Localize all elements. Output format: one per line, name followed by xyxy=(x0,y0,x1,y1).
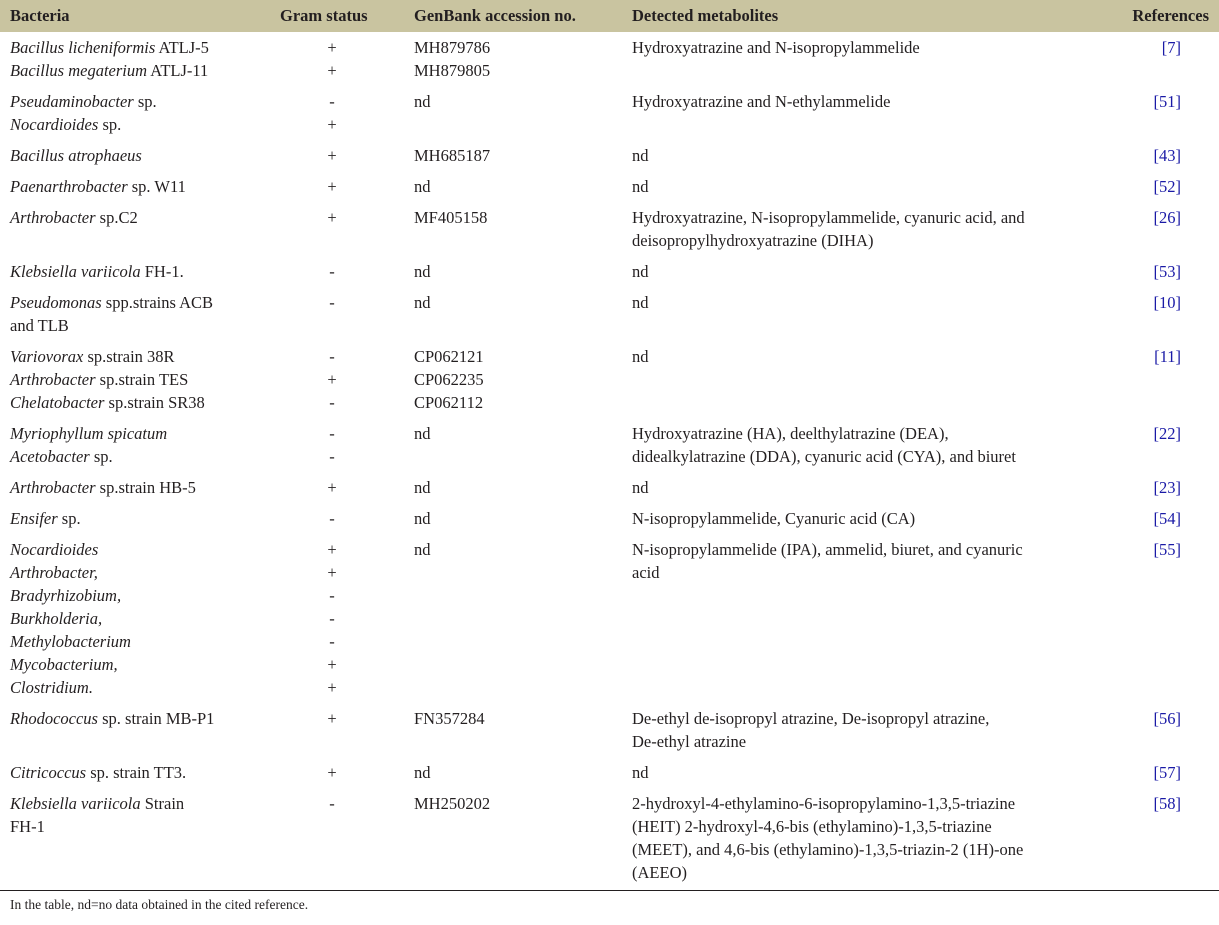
gram-value: - xyxy=(329,586,335,605)
gram-value: - xyxy=(329,794,335,813)
cell-gram-status xyxy=(270,534,404,703)
genbank-accession: FN357284 xyxy=(414,709,485,728)
cell-bacteria xyxy=(0,202,270,256)
gram-value: + xyxy=(327,208,337,227)
bacteria-name xyxy=(10,260,270,283)
bacteria-strain: sp.strain SR38 xyxy=(104,393,205,412)
cell-genbank xyxy=(404,341,622,418)
cell-gram-status xyxy=(270,703,404,757)
cell-metabolites xyxy=(622,788,1092,888)
cell-gram-status xyxy=(270,140,404,171)
metabolite-line: Hydroxyatrazine and N-ethylammelide xyxy=(632,92,891,111)
metabolite-line: nd xyxy=(632,146,649,165)
cell-metabolites xyxy=(622,202,1092,256)
cell-metabolites xyxy=(622,171,1092,202)
metabolite-line: Hydroxyatrazine and N-isopropylammelide xyxy=(632,38,920,57)
table-row xyxy=(0,341,1219,418)
reference-link[interactable]: [52] xyxy=(1153,177,1181,196)
bacteria-name xyxy=(10,175,270,198)
bacteria-genus: Bacillus licheniformis xyxy=(10,38,156,57)
reference-link[interactable]: [53] xyxy=(1153,262,1181,281)
cell-metabolites xyxy=(622,503,1092,534)
gram-value: - xyxy=(329,293,335,312)
table-row xyxy=(0,472,1219,503)
metabolite-line: De-ethyl de-isopropyl atrazine, De-isopropyl atrazine, xyxy=(632,709,990,728)
bacteria-name xyxy=(10,538,270,561)
genbank-accession: nd xyxy=(414,763,431,782)
bacteria-strain: FH-1. xyxy=(140,262,184,281)
metabolite-line: acid xyxy=(632,563,660,582)
bacteria-genus: Arthrobacter xyxy=(10,478,96,497)
table-row xyxy=(0,788,1219,888)
cell-reference xyxy=(1092,341,1219,418)
table-row xyxy=(0,757,1219,788)
reference-link[interactable]: [23] xyxy=(1153,478,1181,497)
cell-gram-status xyxy=(270,171,404,202)
cell-bacteria xyxy=(0,32,270,86)
gram-value: - xyxy=(329,393,335,412)
bacteria-name xyxy=(10,391,270,414)
reference-link[interactable]: [57] xyxy=(1153,763,1181,782)
cell-reference xyxy=(1092,287,1219,341)
bacteria-strain: sp. xyxy=(89,447,113,466)
bacteria-strain: Strain xyxy=(140,794,185,813)
bacteria-genus: Arthrobacter xyxy=(10,208,96,227)
genbank-accession: nd xyxy=(414,92,431,111)
cell-reference xyxy=(1092,418,1219,472)
cell-metabolites xyxy=(622,703,1092,757)
cell-bacteria xyxy=(0,788,270,888)
genbank-accession: nd xyxy=(414,293,431,312)
gram-value: + xyxy=(327,655,337,674)
bacteria-genus: Burkholderia, xyxy=(10,609,103,628)
table-row xyxy=(0,32,1219,86)
cell-genbank xyxy=(404,418,622,472)
bacteria-strain: sp. xyxy=(98,115,122,134)
gram-value: - xyxy=(329,609,335,628)
bacteria-name xyxy=(10,561,270,584)
cell-genbank xyxy=(404,534,622,703)
cell-bacteria xyxy=(0,472,270,503)
table-row xyxy=(0,202,1219,256)
bacteria-name xyxy=(10,59,270,82)
bacteria-name xyxy=(10,761,270,784)
bacteria-name xyxy=(10,653,270,676)
cell-metabolites xyxy=(622,287,1092,341)
genbank-accession: nd xyxy=(414,262,431,281)
cell-gram-status xyxy=(270,341,404,418)
bacteria-genus: Acetobacter xyxy=(10,447,90,466)
bacteria-genus: Klebsiella variicola xyxy=(10,262,141,281)
bacteria-name xyxy=(10,345,270,368)
cell-metabolites xyxy=(622,757,1092,788)
cell-metabolites xyxy=(622,140,1092,171)
bacteria-genus: Bradyrhizobium, xyxy=(10,586,122,605)
cell-gram-status xyxy=(270,287,404,341)
table-row xyxy=(0,86,1219,140)
bacteria-name xyxy=(10,206,270,229)
gram-value: + xyxy=(327,38,337,57)
metabolite-line: nd xyxy=(632,478,649,497)
gram-value: + xyxy=(327,115,337,134)
bacteria-name xyxy=(10,90,270,113)
genbank-accession: MH250202 xyxy=(414,794,491,813)
reference-link[interactable]: [43] xyxy=(1153,146,1181,165)
gram-value: - xyxy=(329,262,335,281)
cell-bacteria xyxy=(0,171,270,202)
reference-link[interactable]: [51] xyxy=(1153,92,1181,111)
bacteria-genus: Chelatobacter xyxy=(10,393,105,412)
bacteria-strain: sp. strain TT3. xyxy=(86,763,187,782)
bacteria-genus: Myriophyllum spicatum xyxy=(10,424,168,443)
cell-gram-status xyxy=(270,86,404,140)
cell-genbank xyxy=(404,256,622,287)
table-header-row xyxy=(0,0,1219,32)
reference-link[interactable]: [11] xyxy=(1154,347,1181,366)
metabolite-line: (HEIT) 2-hydroxyl-4,6-bis (ethylamino)-1,3,5-triazine xyxy=(632,817,992,836)
metabolite-line: nd xyxy=(632,177,649,196)
cell-metabolites xyxy=(622,341,1092,418)
cell-reference xyxy=(1092,86,1219,140)
cell-genbank xyxy=(404,86,622,140)
bacteria-genus: Pseudaminobacter xyxy=(10,92,134,111)
gram-value: + xyxy=(327,563,337,582)
cell-reference xyxy=(1092,788,1219,888)
bacteria-strain: sp.strain TES xyxy=(95,370,189,389)
bacteria-genus: Nocardioides xyxy=(10,540,99,559)
bacteria-name xyxy=(10,314,270,337)
genbank-accession: MH685187 xyxy=(414,146,491,165)
header-bacteria: Bacteria xyxy=(10,6,70,25)
table-row xyxy=(0,171,1219,202)
bacteria-name xyxy=(10,368,270,391)
cell-metabolites xyxy=(622,534,1092,703)
cell-gram-status xyxy=(270,256,404,287)
gram-value: - xyxy=(329,509,335,528)
table-footnote: In the table, nd=no data obtained in the cited reference. xyxy=(0,890,1219,913)
cell-genbank xyxy=(404,171,622,202)
bacteria-name xyxy=(10,630,270,653)
reference-link[interactable]: [7] xyxy=(1161,38,1181,57)
bacteria-name xyxy=(10,144,270,167)
cell-reference xyxy=(1092,32,1219,86)
cell-metabolites xyxy=(622,86,1092,140)
bacteria-name xyxy=(10,422,270,445)
header-gram-status: Gram status xyxy=(280,6,368,25)
bacteria-genus: Bacillus atrophaeus xyxy=(10,146,142,165)
bacteria-genus: Citricoccus xyxy=(10,763,87,782)
cell-bacteria xyxy=(0,534,270,703)
cell-reference xyxy=(1092,534,1219,703)
bacteria-strain: FH-1 xyxy=(10,817,45,836)
bacteria-genus: Paenarthrobacter xyxy=(10,177,128,196)
bacteria-name xyxy=(10,36,270,59)
cell-genbank xyxy=(404,32,622,86)
bacteria-genus: Clostridium. xyxy=(10,678,93,697)
metabolite-line: nd xyxy=(632,347,649,366)
cell-metabolites xyxy=(622,472,1092,503)
gram-value: + xyxy=(327,177,337,196)
genbank-accession: MH879805 xyxy=(414,61,491,80)
bacteria-strain: sp.C2 xyxy=(95,208,138,227)
gram-value: - xyxy=(329,632,335,651)
reference-link[interactable]: [10] xyxy=(1153,293,1181,312)
gram-value: - xyxy=(329,447,335,466)
cell-bacteria xyxy=(0,86,270,140)
genbank-accession: nd xyxy=(414,540,431,559)
bacteria-name xyxy=(10,291,270,314)
cell-gram-status xyxy=(270,788,404,888)
cell-reference xyxy=(1092,140,1219,171)
bacteria-genus: Pseudomonas xyxy=(10,293,102,312)
genbank-accession: CP062235 xyxy=(414,370,484,389)
cell-reference xyxy=(1092,472,1219,503)
bacteria-name xyxy=(10,607,270,630)
bacteria-genus: Rhodococcus xyxy=(10,709,98,728)
cell-reference xyxy=(1092,757,1219,788)
table-row xyxy=(0,287,1219,341)
table-row xyxy=(0,140,1219,171)
metabolite-line: nd xyxy=(632,262,649,281)
table-row xyxy=(0,534,1219,703)
gram-value: + xyxy=(327,709,337,728)
metabolite-line: nd xyxy=(632,293,649,312)
bacteria-name xyxy=(10,815,270,838)
bacteria-genus: Arthrobacter, xyxy=(10,563,98,582)
cell-genbank xyxy=(404,757,622,788)
table-row xyxy=(0,418,1219,472)
cell-bacteria xyxy=(0,256,270,287)
reference-link[interactable]: [58] xyxy=(1153,794,1181,813)
cell-bacteria xyxy=(0,140,270,171)
cell-gram-status xyxy=(270,503,404,534)
metabolite-line: nd xyxy=(632,763,649,782)
gram-value: - xyxy=(329,424,335,443)
bacteria-name xyxy=(10,476,270,499)
gram-value: + xyxy=(327,370,337,389)
metabolite-line: Hydroxyatrazine (HA), deelthylatrazine (DEA), xyxy=(632,424,949,443)
reference-link[interactable]: [54] xyxy=(1153,509,1181,528)
cell-genbank xyxy=(404,140,622,171)
reference-link[interactable]: [56] xyxy=(1153,709,1181,728)
cell-metabolites xyxy=(622,256,1092,287)
bacteria-name xyxy=(10,676,270,699)
metabolite-line: N-isopropylammelide (IPA), ammelid, biuret, and cyanuric xyxy=(632,540,1023,559)
cell-bacteria xyxy=(0,757,270,788)
genbank-accession: nd xyxy=(414,177,431,196)
table-body xyxy=(0,32,1219,888)
genbank-accession: MF405158 xyxy=(414,208,488,227)
genbank-accession: nd xyxy=(414,509,431,528)
gram-value: + xyxy=(327,763,337,782)
reference-link[interactable]: [22] xyxy=(1153,424,1181,443)
bacteria-strain: sp. W11 xyxy=(127,177,186,196)
table-row xyxy=(0,703,1219,757)
bacteria-name xyxy=(10,584,270,607)
cell-reference xyxy=(1092,503,1219,534)
cell-reference xyxy=(1092,256,1219,287)
bacteria-strain: sp.strain HB-5 xyxy=(95,478,196,497)
cell-genbank xyxy=(404,287,622,341)
bacteria-name xyxy=(10,445,270,468)
header-metabolites: Detected metabolites xyxy=(632,6,779,25)
metabolite-line: 2-hydroxyl-4-ethylamino-6-isopropylamino-1,3,5-triazine xyxy=(632,794,1016,813)
metabolite-line: De-ethyl atrazine xyxy=(632,732,747,751)
genbank-accession: CP062112 xyxy=(414,393,484,412)
cell-genbank xyxy=(404,503,622,534)
bacteria-strain: sp.strain 38R xyxy=(83,347,175,366)
header-references: References xyxy=(1132,6,1209,25)
bacteria-strain: sp. xyxy=(133,92,157,111)
bacteria-genus: Ensifer xyxy=(10,509,58,528)
cell-gram-status xyxy=(270,32,404,86)
metabolite-line: Hydroxyatrazine, N-isopropylammelide, cyanuric acid, and xyxy=(632,208,1025,227)
gram-value: + xyxy=(327,540,337,559)
gram-value: + xyxy=(327,61,337,80)
cell-bacteria xyxy=(0,503,270,534)
cell-gram-status xyxy=(270,472,404,503)
table-row xyxy=(0,256,1219,287)
bacteria-name xyxy=(10,113,270,136)
genbank-accession: CP062121 xyxy=(414,347,484,366)
gram-value: - xyxy=(329,92,335,111)
cell-genbank xyxy=(404,703,622,757)
gram-value: - xyxy=(329,347,335,366)
cell-gram-status xyxy=(270,418,404,472)
cell-gram-status xyxy=(270,757,404,788)
cell-bacteria xyxy=(0,703,270,757)
bacteria-name xyxy=(10,507,270,530)
metabolite-line: N-isopropylammelide, Cyanuric acid (CA) xyxy=(632,509,916,528)
genbank-accession: MH879786 xyxy=(414,38,491,57)
bacteria-strain: sp. strain MB-P1 xyxy=(97,709,215,728)
gram-value: + xyxy=(327,146,337,165)
header-genbank: GenBank accession no. xyxy=(414,6,576,25)
genbank-accession: nd xyxy=(414,424,431,443)
reference-link[interactable]: [55] xyxy=(1153,540,1181,559)
metabolite-line: (MEET), and 4,6-bis (ethylamino)-1,3,5-triazin-2 (1H)-one xyxy=(632,840,1024,859)
bacteria-genus: Klebsiella variicola xyxy=(10,794,141,813)
bacteria-name xyxy=(10,707,270,730)
cell-metabolites xyxy=(622,418,1092,472)
bacteria-genus: Variovorax xyxy=(10,347,84,366)
cell-metabolites xyxy=(622,32,1092,86)
bacteria-strain: and TLB xyxy=(10,316,69,335)
cell-bacteria xyxy=(0,341,270,418)
bacteria-genus: Bacillus megaterium xyxy=(10,61,148,80)
cell-bacteria xyxy=(0,418,270,472)
cell-bacteria xyxy=(0,287,270,341)
cell-reference xyxy=(1092,171,1219,202)
cell-gram-status xyxy=(270,202,404,256)
bacteria-name xyxy=(10,792,270,815)
bacteria-genus: Mycobacterium, xyxy=(10,655,118,674)
cell-genbank xyxy=(404,472,622,503)
gram-value: + xyxy=(327,478,337,497)
reference-link[interactable]: [26] xyxy=(1153,208,1181,227)
table-row xyxy=(0,503,1219,534)
genbank-accession: nd xyxy=(414,478,431,497)
bacteria-strain: ATLJ-11 xyxy=(147,61,209,80)
bacteria-genus: Methylobacterium xyxy=(10,632,131,651)
cell-reference xyxy=(1092,703,1219,757)
bacteria-strain: ATLJ-5 xyxy=(155,38,209,57)
cell-genbank xyxy=(404,202,622,256)
bacteria-strain: sp. xyxy=(57,509,81,528)
cell-reference xyxy=(1092,202,1219,256)
bacteria-genus: Nocardioides xyxy=(10,115,99,134)
cell-genbank xyxy=(404,788,622,888)
gram-value: + xyxy=(327,678,337,697)
metabolite-line: didealkylatrazine (DDA), cyanuric acid (CYA), and biuret xyxy=(632,447,1016,466)
metabolite-line: (AEEO) xyxy=(632,863,687,882)
bacteria-genus: Arthrobacter xyxy=(10,370,96,389)
bacteria-strain: spp.strains ACB xyxy=(101,293,214,312)
metabolite-line: deisopropylhydroxyatrazine (DIHA) xyxy=(632,231,874,250)
